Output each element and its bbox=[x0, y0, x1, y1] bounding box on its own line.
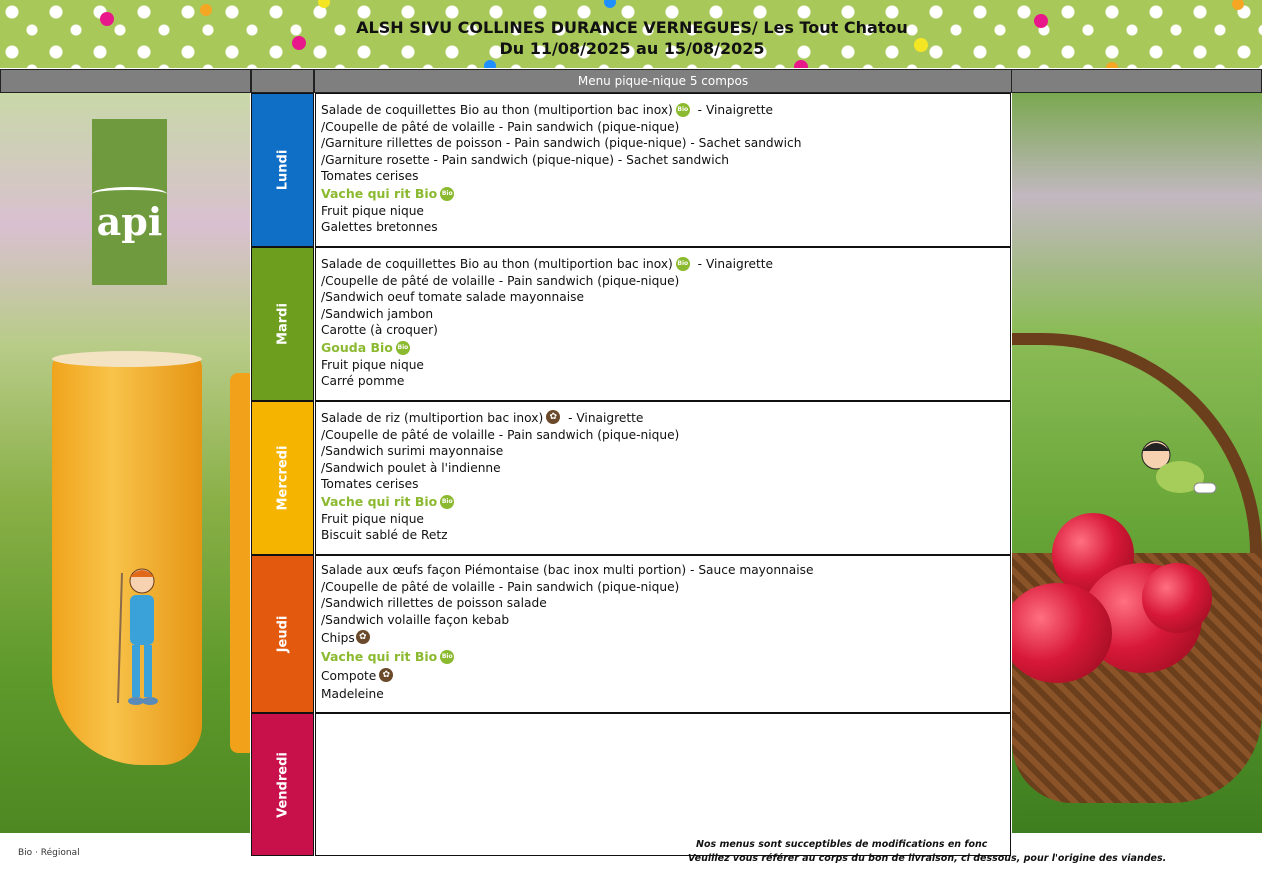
menu-title bbox=[300, 17, 964, 59]
column-header-blank-left bbox=[0, 69, 251, 93]
day-name: Mardi bbox=[275, 303, 290, 345]
footnote-modifications: Nos menus sont succeptibles de modifications en fonc bbox=[696, 839, 988, 850]
day-label-mercredi bbox=[251, 401, 314, 555]
day-label-mardi bbox=[251, 247, 314, 401]
decorative-dot bbox=[1232, 0, 1244, 10]
menu-item: Salade de coquillettes Bio au thon (multiportion bac inox) Bio - Vinaigrette bbox=[321, 103, 774, 117]
menu-item: /Sandwich poulet à l'indienne bbox=[321, 460, 501, 475]
menu-item: Salade aux œufs façon Piémontaise (bac inox multi portion) - Sauce mayonnaise bbox=[321, 563, 814, 577]
decorative-dot bbox=[794, 60, 808, 68]
menu-cell-mardi bbox=[315, 247, 1011, 401]
menu-item: Salade de coquillettes Bio au thon (multiportion bac inox) Bio - Vinaigrette bbox=[321, 257, 774, 271]
decorative-dot bbox=[604, 0, 616, 8]
day-label-lundi bbox=[251, 93, 314, 247]
bio-badge-icon: Bio bbox=[440, 650, 454, 664]
legend: Bio · Régional bbox=[18, 848, 80, 858]
decorative-dot bbox=[1034, 14, 1048, 28]
day-label-vendredi bbox=[251, 713, 314, 856]
day-name: Jeudi bbox=[275, 615, 290, 653]
title-line-2: Du 11/08/2025 au 15/08/2025 bbox=[499, 39, 765, 58]
decorative-dot bbox=[100, 12, 114, 26]
menu-item-bio: Vache qui rit Bio Bio bbox=[321, 185, 453, 201]
child-gardener-icon bbox=[112, 563, 168, 713]
left-decorative-photo bbox=[0, 93, 250, 833]
menu-item: Salade de riz (multiportion bac inox) ✿ - Vinaigrette bbox=[321, 411, 644, 425]
column-header-day bbox=[251, 69, 314, 93]
api-logo-text: api bbox=[96, 199, 163, 244]
bio-badge-icon: Bio bbox=[440, 187, 454, 201]
local-origin-icon: ✿ bbox=[546, 410, 560, 424]
menu-item: /Sandwich jambon bbox=[321, 306, 434, 321]
apple-image bbox=[1142, 563, 1212, 633]
menu-item: /Coupelle de pâté de volaille - Pain sandwich (pique-nique) bbox=[321, 427, 680, 442]
menu-item: Madeleine bbox=[321, 687, 384, 701]
decorative-dot bbox=[1106, 62, 1118, 68]
menu-item: /Garniture rosette - Pain sandwich (pique-nique) - Sachet sandwich bbox=[321, 152, 730, 167]
menu-item: /Coupelle de pâté de volaille - Pain sandwich (pique-nique) bbox=[321, 119, 680, 134]
menu-item: /Sandwich volaille façon kebab bbox=[321, 612, 510, 627]
bio-badge-icon: Bio bbox=[396, 341, 410, 355]
bio-badge-icon: Bio bbox=[676, 103, 690, 117]
bio-badge-icon: Bio bbox=[676, 257, 690, 271]
boot-rim bbox=[52, 351, 202, 367]
menu-cell-vendredi bbox=[315, 713, 1011, 856]
day-name: Lundi bbox=[275, 149, 290, 191]
menu-item: /Sandwich rillettes de poisson salade bbox=[321, 596, 547, 610]
decorative-dot bbox=[318, 0, 330, 8]
menu-item-bio: Vache qui rit Bio Bio bbox=[321, 493, 453, 509]
menu-item-bio: Vache qui rit Bio Bio bbox=[321, 649, 453, 664]
menu-item: /Garniture rillettes de poisson - Pain sandwich (pique-nique) - Sachet sandwich bbox=[321, 136, 802, 150]
menu-item: /Coupelle de pâté de volaille - Pain sandwich (pique-nique) bbox=[321, 273, 680, 288]
menu-item: /Sandwich oeuf tomate salade mayonnaise bbox=[321, 290, 584, 304]
boot-image bbox=[230, 373, 250, 753]
menu-item: Tomates cerises bbox=[321, 169, 419, 183]
bio-badge-icon: Bio bbox=[440, 495, 454, 509]
title-line-1: ALSH SIVU COLLINES DURANCE VERNEGUES/ Les Tout Chatou bbox=[356, 18, 908, 37]
menu-item: /Coupelle de pâté de volaille - Pain sandwich (pique-nique) bbox=[321, 579, 680, 594]
menu-item: Biscuit sablé de Retz bbox=[321, 528, 448, 542]
menu-cell-jeudi bbox=[315, 555, 1011, 713]
menu-item: Galettes bretonnes bbox=[321, 220, 438, 234]
day-label-jeudi bbox=[251, 555, 314, 713]
menu-item: /Sandwich surimi mayonnaise bbox=[321, 444, 504, 458]
local-origin-icon: ✿ bbox=[356, 630, 370, 644]
api-swoosh-icon bbox=[92, 187, 167, 201]
menu-item: Fruit pique nique bbox=[321, 357, 424, 372]
menu-item: Compote ✿ bbox=[321, 666, 1010, 686]
local-origin-icon: ✿ bbox=[379, 668, 393, 682]
column-header-blank-right bbox=[1011, 69, 1262, 93]
column-header-menu: Menu pique-nique 5 compos bbox=[314, 69, 1012, 93]
menu-item-bio: Gouda Bio Bio bbox=[321, 339, 409, 355]
menu-item: Carré pomme bbox=[321, 374, 405, 388]
footnote-origin: Veuillez vous référer au corps du bon de livraison, ci dessous, pour l'origine des viandes. bbox=[688, 853, 1167, 864]
menu-cell-lundi bbox=[315, 93, 1011, 247]
decorative-dot bbox=[200, 4, 212, 16]
menu-cell-mercredi bbox=[315, 401, 1011, 555]
day-name: Vendredi bbox=[275, 751, 290, 818]
child-climbing-icon bbox=[1138, 437, 1222, 513]
menu-item: Carotte (à croquer) bbox=[321, 323, 438, 337]
api-logo bbox=[92, 119, 167, 285]
menu-item: Chips ✿ bbox=[321, 628, 1010, 648]
header-banner bbox=[0, 0, 1262, 68]
right-decorative-photo bbox=[1012, 93, 1262, 833]
menu-item: Fruit pique nique bbox=[321, 203, 424, 218]
day-name: Mercredi bbox=[275, 445, 290, 511]
menu-item: Fruit pique nique bbox=[321, 511, 424, 526]
menu-item: Tomates cerises bbox=[321, 477, 419, 491]
decorative-dot bbox=[484, 60, 496, 68]
